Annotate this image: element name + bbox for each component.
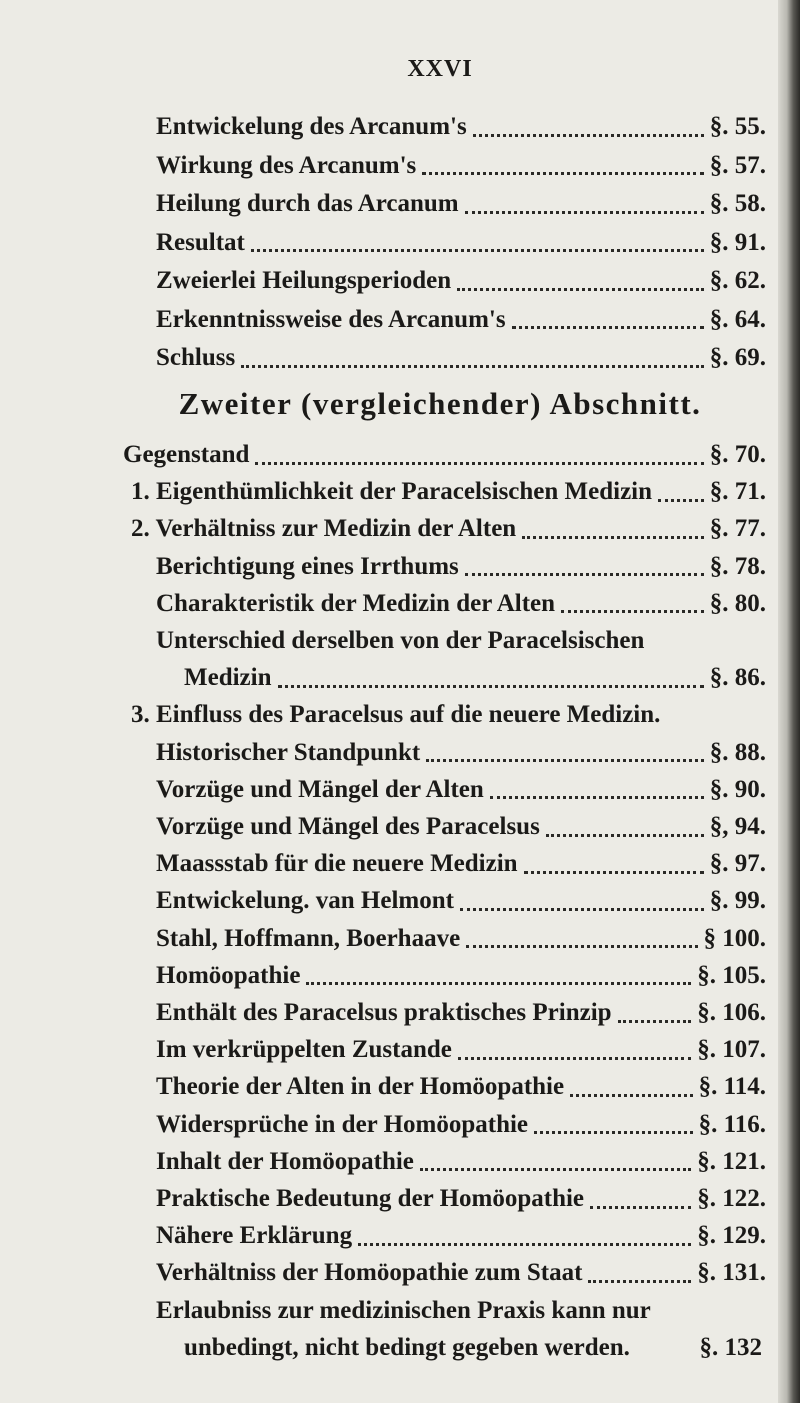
- toc-entry: [156, 1143, 766, 1181]
- leader-dots: [426, 759, 704, 762]
- entry-label: 2. Verhältniss zur Medizin der Alten: [131, 515, 517, 543]
- leader-dots: [590, 1206, 691, 1209]
- entry-label: Stahl, Hoffmann, Boerhaave: [156, 924, 461, 952]
- toc-entry: [156, 771, 766, 809]
- leader-dots: [534, 1131, 693, 1134]
- entry-label: Wirkung des Arcanum's: [156, 151, 417, 179]
- entry-label: Erkenntnissweise des Arcanum's: [156, 305, 506, 333]
- entry-ref: §. 91.: [709, 228, 766, 256]
- entry-ref: §. 80.: [709, 589, 766, 617]
- entry-label: Historischer Standpunkt: [156, 738, 421, 766]
- entry-label: 1. Eigenthümlichkeit der Paracelsischen Medizin: [131, 478, 653, 506]
- toc-entry-continued: [156, 1292, 651, 1330]
- leader-dots: [306, 982, 691, 985]
- entry-label: Schluss: [156, 344, 236, 371]
- entry-label: Nähere Erklärung: [156, 1222, 353, 1250]
- toc-entry: [156, 585, 766, 623]
- leader-dots: [358, 1243, 691, 1246]
- leader-dots: [588, 1280, 691, 1283]
- toc-entry: [156, 301, 766, 339]
- entry-label: Homöopathie: [156, 961, 301, 989]
- toc-entry: [156, 108, 766, 146]
- entry-label: Im verkrüppelten Zustande: [156, 1036, 452, 1064]
- leader-dots: [490, 796, 704, 799]
- toc-entry: [156, 548, 766, 586]
- leader-dots: [561, 610, 704, 613]
- entry-ref: §. 99.: [709, 887, 766, 915]
- leader-dots: [241, 365, 704, 368]
- leader-dots: [570, 1094, 693, 1097]
- leader-dots: [473, 134, 704, 137]
- entry-label: Vorzüge und Mängel des Paracelsus: [156, 813, 540, 840]
- toc-entry: [156, 1180, 766, 1218]
- entry-ref: §. 122.: [697, 1185, 766, 1212]
- toc-entry: [123, 436, 766, 474]
- entry-label: Charakteristik der Medizin der Alten: [156, 589, 556, 617]
- entry-ref: §. 64.: [709, 305, 766, 333]
- leader-dots: [458, 1057, 691, 1060]
- toc-entry: [131, 473, 766, 511]
- toc-entry: [156, 147, 766, 185]
- page-number: XXVI: [407, 56, 473, 82]
- entry-label: Gegenstand: [123, 441, 250, 468]
- leader-dots: [465, 211, 704, 214]
- entry-ref: §. 106.: [697, 999, 766, 1026]
- entry-label: unbedingt, nicht bedingt gegeben werden.: [184, 1333, 630, 1361]
- toc-entry: [156, 882, 766, 920]
- entry-ref: §. 55.: [709, 113, 766, 140]
- entry-label: Praktische Bedeutung der Homöopathie: [156, 1185, 585, 1212]
- entry-ref: §. 90.: [709, 775, 766, 803]
- toc-entry: [156, 994, 766, 1032]
- entry-label: Widersprüche in der Homöopathie: [156, 1110, 529, 1138]
- leader-dots: [546, 834, 704, 837]
- toc-entry: [184, 1329, 762, 1367]
- leader-dots: [460, 908, 704, 911]
- leader-dots: [466, 945, 697, 948]
- entry-label: Verhältniss der Homöopathie zum Staat: [156, 1259, 583, 1287]
- leader-dots: [457, 288, 704, 291]
- toc-entry: [156, 339, 766, 377]
- leader-dots: [465, 573, 704, 576]
- toc-entry: [156, 845, 766, 883]
- page-edge-shadow: [778, 0, 800, 1403]
- leader-dots: [422, 172, 703, 175]
- entry-ref: §, 94.: [709, 813, 766, 840]
- toc-subheading: [131, 696, 660, 734]
- toc-entry: [156, 957, 766, 995]
- leader-dots: [255, 462, 703, 465]
- toc-entry-continued: [156, 622, 644, 660]
- leader-dots: [251, 249, 704, 252]
- toc-entry: [156, 1106, 766, 1144]
- toc-entry: [156, 920, 766, 958]
- leader-dots: [658, 499, 704, 502]
- entry-label: Erlaubniss zur medizinischen Praxis kann nur: [156, 1296, 651, 1324]
- toc-entry: [156, 224, 766, 262]
- toc-entry: [156, 1031, 766, 1069]
- entry-ref: §. 71.: [709, 478, 766, 506]
- toc-entry: [156, 262, 766, 300]
- entry-ref: §. 88.: [709, 738, 766, 766]
- entry-ref: §. 62.: [709, 267, 766, 294]
- entry-ref: §. 77.: [709, 515, 766, 543]
- entry-label: Entwickelung des Arcanum's: [156, 113, 467, 140]
- entry-ref: §. 57.: [709, 151, 766, 179]
- entry-label: Resultat: [156, 228, 245, 256]
- leader-dots: [524, 871, 704, 874]
- entry-ref: §. 70.: [709, 441, 766, 468]
- entry-label: Inhalt der Homöopathie: [156, 1147, 414, 1175]
- entry-label: Berichtigung eines Irrthums: [156, 552, 459, 580]
- entry-ref: §. 58.: [709, 190, 766, 217]
- leader-dots: [512, 326, 704, 329]
- entry-label: Heilung durch das Arcanum: [156, 190, 459, 217]
- entry-ref: § 100.: [703, 924, 766, 952]
- entry-ref: §. 131.: [697, 1259, 766, 1287]
- entry-ref: §. 132: [699, 1333, 762, 1361]
- entry-ref: §. 107.: [697, 1036, 766, 1064]
- entry-ref: §. 129.: [697, 1222, 766, 1250]
- toc-entry: [156, 808, 766, 846]
- leader-dots: [420, 1168, 691, 1171]
- leader-dots: [618, 1020, 692, 1023]
- entry-label: Enthält des Paracelsus praktisches Prinzip: [156, 999, 612, 1026]
- entry-ref: §. 114.: [698, 1073, 766, 1101]
- toc-entry: [156, 185, 766, 223]
- entry-ref: §. 78.: [709, 552, 766, 580]
- toc-entry: [156, 1068, 766, 1106]
- entry-label: Entwickelung. van Helmont: [156, 887, 454, 915]
- leader-dots: [278, 685, 704, 688]
- entry-label: Medizin: [184, 664, 272, 692]
- entry-ref: §. 105.: [697, 961, 766, 989]
- entry-ref: §. 97.: [709, 850, 766, 878]
- entry-label: Theorie der Alten in der Homöopathie: [156, 1073, 565, 1101]
- entry-ref: §. 121.: [697, 1147, 766, 1175]
- toc-entry: [156, 734, 766, 772]
- toc-entry: [131, 510, 766, 548]
- toc-entry: [156, 1254, 766, 1292]
- entry-label: Vorzüge und Mängel der Alten: [156, 775, 484, 803]
- entry-label: Maassstab für die neuere Medizin: [156, 850, 518, 878]
- toc-entry: [184, 659, 766, 697]
- leader-dots: [522, 536, 704, 539]
- entry-ref: §. 69.: [709, 344, 766, 371]
- entry-label: Unterschied derselben von der Paracelsischen: [156, 627, 645, 654]
- entry-ref: §. 116.: [698, 1110, 766, 1138]
- section-heading: Zweiter (vergleichender) Abschnitt.: [178, 386, 702, 421]
- toc-entry: [156, 1217, 766, 1255]
- entry-label: 3. Einfluss des Paracelsus auf die neuere Medizin.: [131, 701, 661, 729]
- entry-ref: §. 86.: [709, 664, 766, 692]
- entry-label: Zweierlei Heilungsperioden: [156, 267, 452, 294]
